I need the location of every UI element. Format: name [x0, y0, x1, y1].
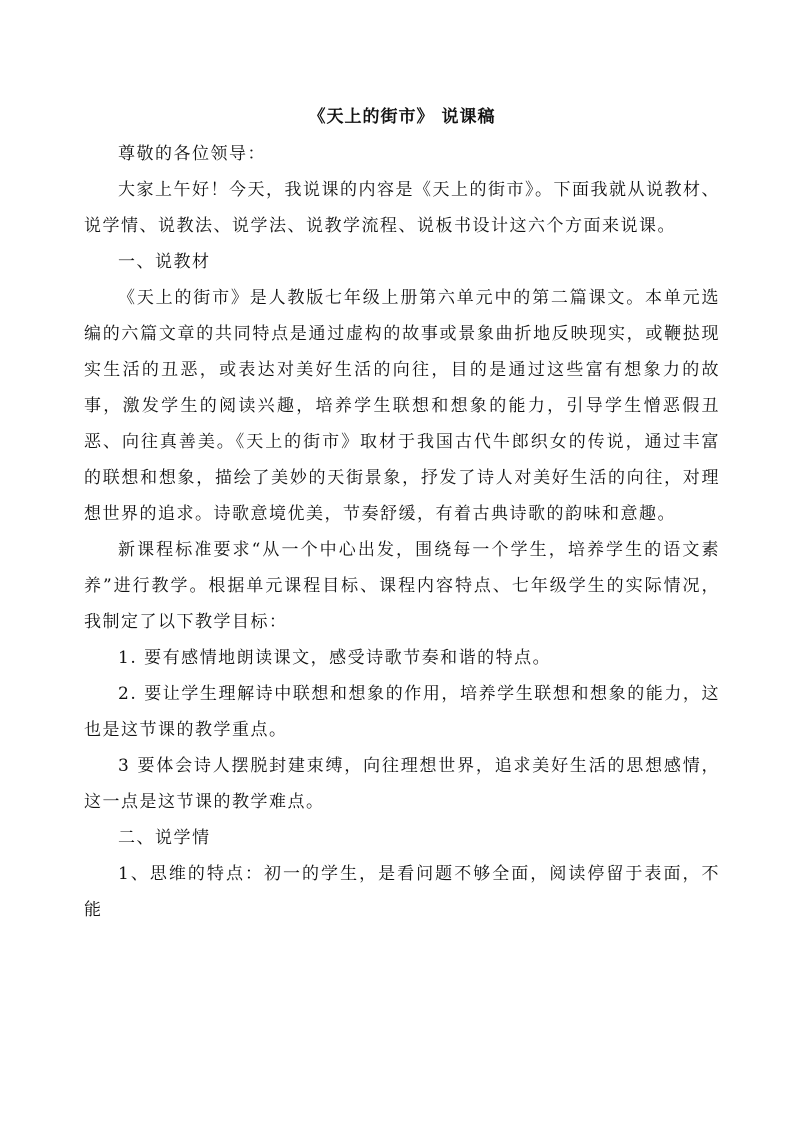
textbook-paragraph: 《天上的街市》是人教版七年级上册第六单元中的第二篇课文。本单元选编的六篇文章的共同特点是通过虚构的故事或景象曲折地反映现实，或鞭挞现实生活的丑恶，或表达对美好生活的向往，目的是通过这些富有想象力的故事，激发学生的阅读兴趣，培养学生联想和想象的能力，引导学生憎恶假丑恶、向往真善美。《天上的街市》取材于我国古代牛郎织女的传说，通过丰富的联想和想象，描绘了美妙的天街景象，抒发了诗人对美好生活的向往，对理想世界的追求。诗歌意境优美，节奏舒缓，有着古典诗歌的韵味和意趣。: [84, 288, 720, 524]
intro-paragraph: 大家上午好！今天，我说课的内容是《天上的街市》。下面我就从说教材、说学情、说教法、说学法、说教学流程、说板书设计这六个方面来说课。: [84, 180, 720, 236]
goal-item-2: 2. 要让学生理解诗中联想和想象的作用，培养学生联想和想象的能力，这也是这节课的教学重点。: [84, 684, 720, 740]
curriculum-paragraph: 新课程标准要求“从一个中心出发，围绕每一个学生，培养学生的语文素养”进行教学。根据单元课程目标、课程内容特点、七年级学生的实际情况，我制定了以下教学目标：: [84, 540, 720, 632]
document-body: [84, 102, 720, 928]
goal-item-1: 1. 要有感情地朗读课文，感受诗歌节奏和谐的特点。: [118, 648, 552, 668]
document-title: 《天上的街市》 说课稿: [308, 107, 496, 127]
goal-item-3: 3 要体会诗人摆脱封建束缚，向往理想世界，追求美好生活的思想感情，这一点是这节课的教学难点。: [84, 756, 720, 812]
section-heading-textbook: 一、说教材: [118, 252, 211, 272]
students-paragraph: 1、思维的特点：初一的学生，是看问题不够全面，阅读停留于表面，不能: [84, 864, 720, 920]
greeting-paragraph: 尊敬的各位领导：: [118, 144, 266, 164]
section-heading-students: 二、说学情: [118, 828, 211, 848]
